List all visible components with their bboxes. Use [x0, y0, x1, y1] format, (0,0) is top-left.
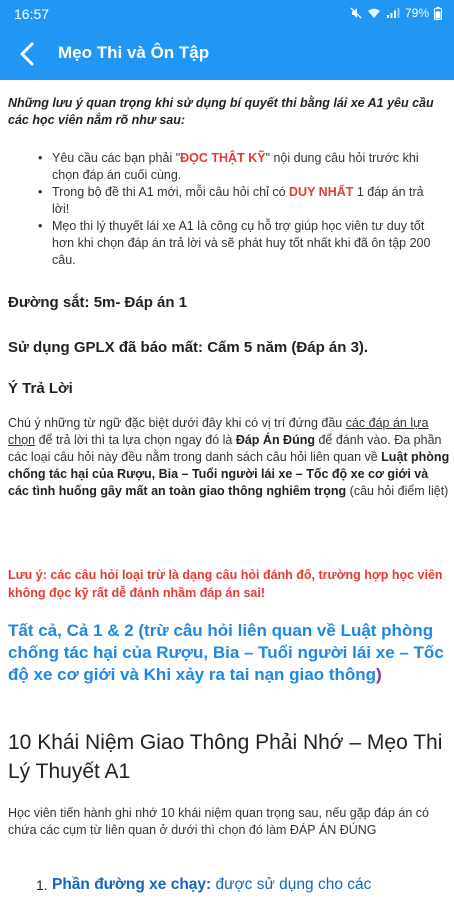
list-item: • Yêu cầu các bạn phải "ĐỌC THẬT KỸ" nội dung câu hỏi trước khi chọn đáp án cuối cùng. [0, 150, 454, 184]
wifi-icon [367, 7, 381, 19]
battery-icon [434, 7, 442, 20]
tips-list [0, 150, 454, 269]
section-title: Ý Trả Lời [8, 380, 73, 397]
intro-text: Những lưu ý quan trọng khi sử dụng bí quyết thi bằng lái xe A1 yêu cầu các học viên nắm rõ như sau: [8, 96, 434, 127]
highlight-answer: Tất cả, Cả 1 & 2 (trừ câu hỏi liên quan về Luật phòng chống tác hại của Rượu, Bia – Tuổi người lái xe – Tốc độ xe cơ giới và Khi xảy ra tai nạn giao thông) [8, 621, 444, 684]
signal-icon [386, 7, 400, 19]
list-item: 1. Phần đường xe chạy: được sử dụng cho các [36, 876, 372, 893]
answer-note-paragraph: Chú ý những từ ngữ đặc biệt dưới đây khi có vị trí đứng đầu các đáp án lựa chọn để trả lời thì ta lựa chọn ngay đó là Đáp Án Đúng để đánh vào. Đa phần các loại câu hỏi này đều nằm trong danh sách câu hỏi liên quan về Luật phòng chống tác hại của Rượu, Bia – Tuổi người lái xe – Tốc độ xe cơ giới và các tình huống gây mất an toàn giao thông nghiêm trọng (câu hỏi điểm liệt) [8, 416, 450, 498]
list-item: • Trong bộ đề thi A1 mới, mỗi câu hỏi chỉ có DUY NHẤT 1 đáp án trả lời! [0, 184, 454, 218]
back-arrow-icon[interactable] [14, 40, 42, 68]
article-content[interactable] [0, 80, 454, 900]
status-bar [0, 0, 454, 28]
section-heading: 10 Khái Niệm Giao Thông Phải Nhớ – Mẹo Thi Lý Thuyết A1 [8, 731, 443, 783]
mute-icon [350, 7, 362, 19]
battery-percent: 79% [404, 6, 429, 20]
warning-text: Lưu ý: các câu hỏi loại trừ là dạng câu hỏi đánh đố, trường hợp học viên không đọc kỹ rất dễ đánh nhầm đáp án sai! [8, 568, 443, 600]
app-bar [0, 28, 454, 80]
rule-lost-license: Sử dụng GPLX đã báo mất: Cấm 5 năm (Đáp án 3). [8, 339, 369, 356]
concepts-list [0, 875, 454, 895]
status-time: 16:57 [14, 6, 50, 22]
page-title: Mẹo Thi và Ôn Tập [58, 43, 210, 62]
list-item: • Mẹo thi lý thuyết lái xe A1 là công cụ hỗ trợ giúp học viên tư duy tốt hơn khi chọn đáp án trả lời và sẽ phát huy tốt nhất khi đã ôn tập 200 câu. [0, 218, 454, 269]
concepts-intro: Học viên tiến hành ghi nhớ 10 khái niệm quan trọng sau, nếu gặp đáp án có chứa các cụm từ liên quan ở dưới thì chọn đó làm ĐÁP ÁN ĐÚNG [8, 806, 429, 837]
rule-railway: Đường sắt: 5m- Đáp án 1 [8, 294, 188, 311]
status-icons [350, 6, 442, 20]
